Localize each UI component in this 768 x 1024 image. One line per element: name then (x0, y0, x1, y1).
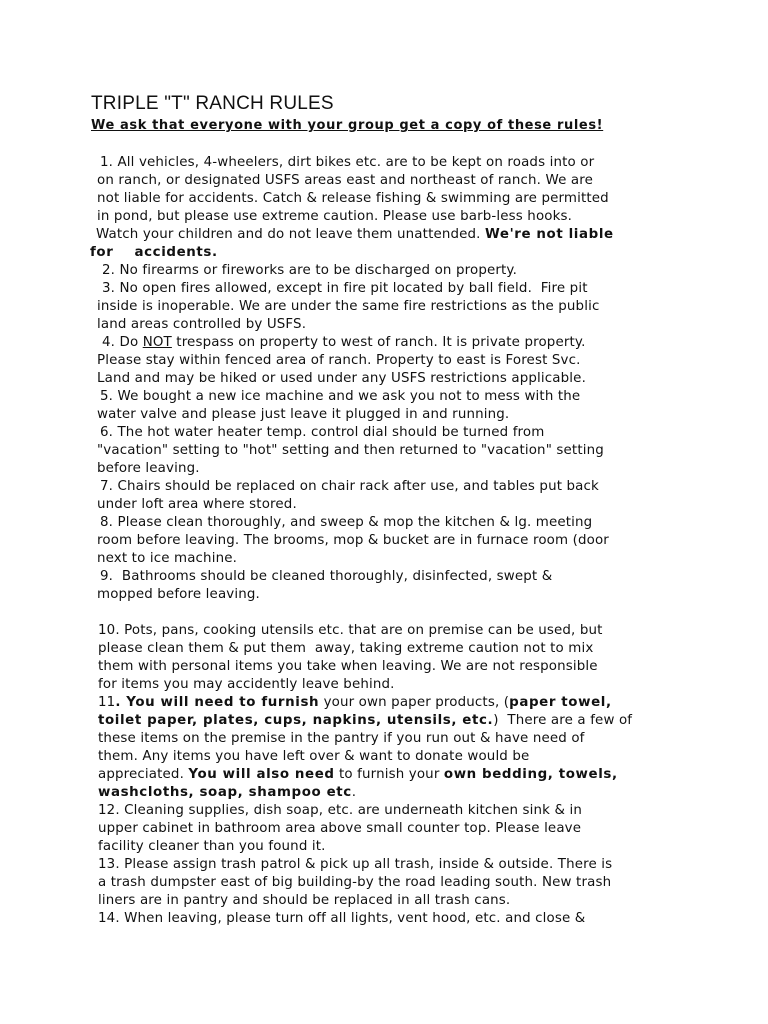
rule-text: please clean them & put them away, taking extreme caution not to mix (98, 641, 594, 656)
rule-line (90, 622, 680, 640)
bold-text: toilet paper, plates, cups, napkins, utensils, etc. (98, 713, 494, 728)
rule-text: your own paper products, ( (319, 695, 510, 710)
rule-line (90, 370, 680, 388)
rule-text: them. Any items you have left over & want to donate would be (98, 749, 530, 764)
bold-text: You will also need (188, 767, 335, 782)
rule-line (90, 172, 680, 190)
rule-line (90, 658, 680, 676)
rule-text: 11 (98, 695, 116, 710)
rule-line (90, 532, 680, 550)
rule-text: 6. The hot water heater temp. control dial should be turned from (100, 425, 545, 440)
rule-line (90, 460, 680, 478)
rule-text: 7. Chairs should be replaced on chair rack after use, and tables put back (100, 479, 599, 494)
rule-text: Land and may be hiked or used under any USFS restrictions applicable. (97, 371, 586, 386)
rule-line (90, 478, 680, 496)
rule-text: before leaving. (97, 461, 200, 476)
rule-line (90, 856, 680, 874)
rule-line (90, 568, 680, 586)
rule-line (90, 388, 680, 406)
rule-text: inside is inoperable. We are under the same fire restrictions as the public (97, 299, 600, 314)
rule-line (90, 694, 680, 712)
rule-text: water valve and please just leave it plugged in and running. (97, 407, 510, 422)
page-subtitle: We ask that everyone with your group get a copy of these rules! (91, 118, 604, 133)
rule-line (90, 226, 680, 244)
page-title: TRIPLE "T" RANCH RULES (91, 93, 334, 114)
rule-text: appreciated. (98, 767, 189, 782)
rule-text: under loft area where stored. (97, 497, 297, 512)
rule-text: 9. Bathrooms should be cleaned thoroughly, disinfected, swept & (100, 569, 553, 584)
rule-text: next to ice machine. (97, 551, 237, 566)
rule-text: them with personal items you take when leaving. We are not responsible (98, 659, 598, 674)
rule-line (90, 838, 680, 856)
bold-text: . You will need to furnish (115, 695, 320, 710)
rule-text: 1. All vehicles, 4-wheelers, dirt bikes etc. are to be kept on roads into or (100, 155, 595, 170)
rule-text: 8. Please clean thoroughly, and sweep & mop the kitchen & lg. meeting (100, 515, 593, 530)
rule-line (90, 316, 680, 334)
rule-line (90, 676, 680, 694)
rule-line (90, 820, 680, 838)
rule-line (90, 514, 680, 532)
bold-text: for accidents. (90, 245, 218, 260)
rule-text: not liable for accidents. Catch & release fishing & swimming are permitted (97, 191, 609, 206)
rule-text: upper cabinet in bathroom area above small counter top. Please leave (98, 821, 582, 836)
rule-text: these items on the premise in the pantry if you run out & have need of (98, 731, 585, 746)
underlined-text: NOT (142, 335, 172, 350)
rule-line (90, 550, 680, 568)
bold-text: washcloths, soap, shampoo etc (98, 785, 352, 800)
blank-line (90, 604, 680, 622)
rule-line (90, 910, 680, 928)
rule-line (90, 712, 680, 730)
rule-text: 13. Please assign trash patrol & pick up all trash, inside & outside. There is (98, 857, 613, 872)
rule-line (90, 406, 680, 424)
rule-line (90, 874, 680, 892)
rule-line (90, 586, 680, 604)
rules-list (90, 154, 680, 928)
rule-line (90, 496, 680, 514)
rule-text: on ranch, or designated USFS areas east and northeast of ranch. We are (97, 173, 593, 188)
rule-text: 4. Do (102, 335, 143, 350)
bold-text: own bedding, towels, (443, 767, 618, 782)
rule-text: mopped before leaving. (97, 587, 260, 602)
rule-text: 10. Pots, pans, cooking utensils etc. that are on premise can be used, but (98, 623, 603, 638)
rule-text: "vacation" setting to "hot" setting and then returned to "vacation" setting (97, 443, 604, 458)
rule-line (90, 244, 680, 262)
rule-line (90, 190, 680, 208)
rule-line (90, 640, 680, 658)
rule-text: in pond, but please use extreme caution. Please use barb-less hooks. (97, 209, 573, 224)
rule-line (90, 262, 680, 280)
rule-line (90, 442, 680, 460)
rule-line (90, 154, 680, 172)
bold-text: We're not liable (485, 227, 614, 242)
rule-line (90, 298, 680, 316)
rule-text: 2. No firearms or fireworks are to be discharged on property. (102, 263, 517, 278)
rule-text: trespass on property to west of ranch. It is private property. (171, 335, 586, 350)
rule-line (90, 208, 680, 226)
rule-text: to furnish your (334, 767, 444, 782)
rule-text: Watch your children and do not leave them unattended. (96, 227, 485, 242)
rule-text: room before leaving. The brooms, mop & bucket are in furnace room (door (97, 533, 609, 548)
rule-text: 12. Cleaning supplies, dish soap, etc. are underneath kitchen sink & in (98, 803, 582, 818)
rule-line (90, 334, 680, 352)
rule-text: liners are in pantry and should be replaced in all trash cans. (98, 893, 511, 908)
rule-line (90, 730, 680, 748)
rule-text: facility cleaner than you found it. (98, 839, 326, 854)
rule-line (90, 802, 680, 820)
rule-text: . (351, 785, 357, 800)
bold-text: paper towel, (509, 695, 612, 710)
rule-text: for items you may accidently leave behind. (98, 677, 395, 692)
rule-line (90, 784, 680, 802)
rule-text: 14. When leaving, please turn off all lights, vent hood, etc. and close & (98, 911, 586, 926)
rule-text: a trash dumpster east of big building-by the road leading south. New trash (98, 875, 612, 890)
rule-line (90, 748, 680, 766)
rule-text: 5. We bought a new ice machine and we ask you not to mess with the (100, 389, 581, 404)
rule-line (90, 766, 680, 784)
rule-line (90, 892, 680, 910)
rule-text: ) There are a few of (493, 713, 633, 728)
rule-text: land areas controlled by USFS. (97, 317, 307, 332)
rule-line (90, 424, 680, 442)
rule-line (90, 352, 680, 370)
rule-text: Please stay within fenced area of ranch. Property to east is Forest Svc. (97, 353, 581, 368)
rule-line (90, 280, 680, 298)
rule-text: 3. No open fires allowed, except in fire pit located by ball field. Fire pit (102, 281, 588, 296)
